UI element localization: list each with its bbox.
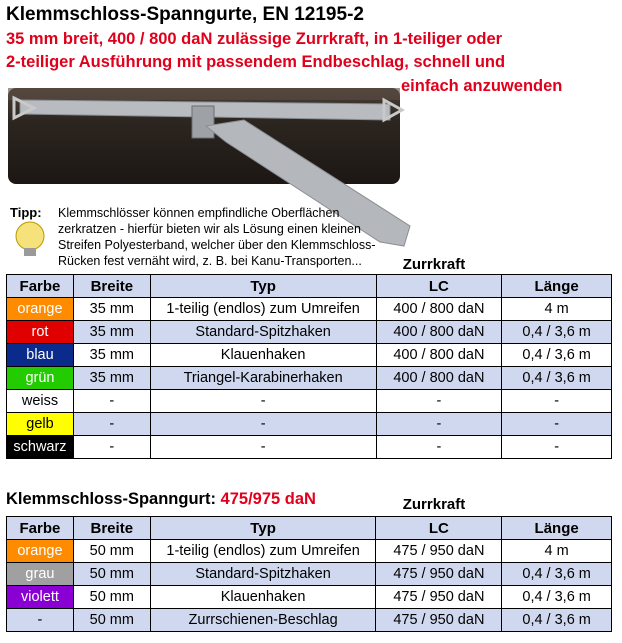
lc-cell: 475 / 950 daN <box>376 586 502 609</box>
color-cell: - <box>7 609 74 632</box>
type-cell: 1-teilig (endlos) zum Umreifen <box>150 540 376 563</box>
color-cell: rot <box>7 321 74 344</box>
width-cell: 35 mm <box>73 367 150 390</box>
length-cell: 0,4 / 3,6 m <box>502 586 612 609</box>
width-cell: 50 mm <box>73 586 150 609</box>
width-cell: 35 mm <box>73 321 150 344</box>
length-cell: 0,4 / 3,6 m <box>502 609 612 632</box>
subtitle-line-2: 2-teiliger Ausführung mit passendem Endbeschlag, schnell und <box>6 53 506 71</box>
type-cell: Klauenhaken <box>150 344 376 367</box>
lc-cell: - <box>376 413 502 436</box>
table-row <box>7 390 612 413</box>
width-cell: 50 mm <box>73 563 150 586</box>
lc-cell: 475 / 950 daN <box>376 563 502 586</box>
table2-group-header: Zurrkraft <box>402 496 466 513</box>
section2-title-text: Klemmschloss-Spanngurt: <box>6 490 216 508</box>
lc-cell: 400 / 800 daN <box>376 344 502 367</box>
subtitle-line-1: 35 mm breit, 400 / 800 daN zulässige Zurrkraft, in 1-teiliger oder <box>6 30 503 48</box>
header-breite: Breite <box>73 275 150 298</box>
color-cell: blau <box>7 344 74 367</box>
width-cell: 35 mm <box>73 344 150 367</box>
table1-group-header: Zurrkraft <box>402 256 466 273</box>
tip-line-3: Streifen Polyesterband, welcher über den Klemmschloss- <box>58 238 376 252</box>
spec-table-35mm <box>6 274 612 459</box>
header-farbe: Farbe <box>7 275 74 298</box>
tip-line-1: Klemmschlösser können empfindliche Oberflächen <box>58 206 340 220</box>
color-cell: schwarz <box>7 436 74 459</box>
header-lc: LC <box>376 517 502 540</box>
color-cell: violett <box>7 586 74 609</box>
length-cell: - <box>502 413 612 436</box>
header-farbe: Farbe <box>7 517 74 540</box>
color-cell: orange <box>7 540 74 563</box>
type-cell: Klauenhaken <box>150 586 376 609</box>
length-cell: - <box>502 436 612 459</box>
type-cell: 1-teilig (endlos) zum Umreifen <box>150 298 376 321</box>
lc-cell: 400 / 800 daN <box>376 298 502 321</box>
table-row <box>7 413 612 436</box>
color-cell: orange <box>7 298 74 321</box>
lc-cell: - <box>376 436 502 459</box>
lc-cell: - <box>376 390 502 413</box>
length-cell: 4 m <box>502 298 612 321</box>
page-title: Klemmschloss-Spanngurte, EN 12195-2 <box>6 4 364 25</box>
table-row <box>7 563 612 586</box>
header-laenge: Länge <box>502 275 612 298</box>
tip-badge: Tipp: <box>10 205 42 220</box>
tip-line-2: zerkratzen - hierfür bieten wir als Lösung einen kleinen <box>58 222 361 236</box>
width-cell: - <box>73 436 150 459</box>
table-row <box>7 586 612 609</box>
length-cell: - <box>502 390 612 413</box>
type-cell: Standard-Spitzhaken <box>150 563 376 586</box>
header-lc: LC <box>376 275 502 298</box>
width-cell: 50 mm <box>73 540 150 563</box>
color-cell: grün <box>7 367 74 390</box>
section2-title-rating: 475/975 daN <box>220 490 316 508</box>
type-cell: - <box>150 390 376 413</box>
lc-cell: 475 / 950 daN <box>376 540 502 563</box>
table-row <box>7 436 612 459</box>
table-row <box>7 344 612 367</box>
header-typ: Typ <box>150 275 376 298</box>
header-laenge: Länge <box>502 517 612 540</box>
type-cell: - <box>150 413 376 436</box>
lc-cell: 400 / 800 daN <box>376 367 502 390</box>
width-cell: 35 mm <box>73 298 150 321</box>
header-typ: Typ <box>150 517 376 540</box>
length-cell: 0,4 / 3,6 m <box>502 367 612 390</box>
width-cell: - <box>73 390 150 413</box>
color-cell: weiss <box>7 390 74 413</box>
table-row <box>7 321 612 344</box>
table-row <box>7 298 612 321</box>
table-row <box>7 367 612 390</box>
section2-title <box>6 490 316 509</box>
length-cell: 0,4 / 3,6 m <box>502 563 612 586</box>
type-cell: Standard-Spitzhaken <box>150 321 376 344</box>
lc-cell: 475 / 950 daN <box>376 609 502 632</box>
lc-cell: 400 / 800 daN <box>376 321 502 344</box>
table-row <box>7 540 612 563</box>
length-cell: 0,4 / 3,6 m <box>502 321 612 344</box>
header-breite: Breite <box>73 517 150 540</box>
width-cell: - <box>73 413 150 436</box>
tip-line-4: Rücken fest vernäht wird, z. B. bei Kanu-Transporten... <box>58 254 362 268</box>
length-cell: 0,4 / 3,6 m <box>502 344 612 367</box>
type-cell: - <box>150 436 376 459</box>
length-cell: 4 m <box>502 540 612 563</box>
color-cell: grau <box>7 563 74 586</box>
type-cell: Triangel-Karabinerhaken <box>150 367 376 390</box>
subtitle-line-3: einfach anzuwenden <box>401 77 563 95</box>
lightbulb-icon <box>16 222 44 250</box>
color-cell: gelb <box>7 413 74 436</box>
width-cell: 50 mm <box>73 609 150 632</box>
table-row <box>7 609 612 632</box>
type-cell: Zurrschienen-Beschlag <box>150 609 376 632</box>
spec-table-50mm <box>6 516 612 632</box>
